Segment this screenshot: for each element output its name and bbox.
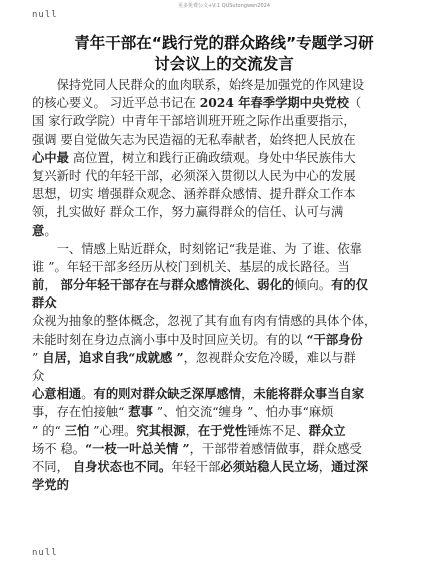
body-line	[32, 312, 416, 330]
body-text: 。	[81, 387, 94, 402]
bold-text: 三怕	[64, 422, 90, 438]
body-text: 场不 稳。	[32, 441, 86, 456]
body-line	[32, 240, 416, 258]
body-text: 谁 ”。年轻干部多经历从校门到机关、基层的成长路径。当	[32, 259, 350, 274]
bold-text: 必须站稳人民立场	[220, 458, 319, 474]
bold-text: 学党的	[32, 477, 69, 493]
body-text: 强调 要自觉做矢志为民造福的无私奉献者，始终把人民放在	[32, 132, 356, 147]
body-text: 复兴新时 代的年轻干部，必须深入贯彻以人民为中心的发展	[32, 168, 356, 183]
body-line	[32, 203, 416, 221]
body-text: ，	[241, 387, 254, 402]
bold-text: 在于党性	[197, 422, 248, 438]
bold-text: 自居，追求自我“成就感 ”	[42, 349, 184, 365]
body-line	[32, 476, 416, 494]
bold-text: 未能将群众事当自家	[253, 386, 365, 402]
bold-text: 自身状态也不同。	[72, 458, 172, 474]
bold-text: 有的则对群众缺乏深厚感情	[93, 386, 242, 402]
body-text: ，	[185, 423, 198, 438]
page-header-text: null	[32, 10, 58, 20]
body-line	[32, 367, 416, 385]
body-line	[32, 422, 416, 440]
body-line	[32, 440, 416, 458]
body-text: 未能时刻在身边点滴小事中及时回应关切。有的以	[32, 332, 307, 347]
body-text: ”	[32, 350, 43, 365]
body-line	[32, 112, 416, 130]
document-title	[36, 33, 412, 75]
body-line	[32, 458, 416, 476]
title-line: 讨会议上的交流发言	[154, 55, 294, 73]
body-text: 高位置，树立和践行正确政绩观。身处中华民族伟大	[68, 150, 356, 165]
body-line	[32, 385, 416, 403]
body-text: 领，扎实做好 群众工作，努力赢得群众的信任、认可与满	[32, 205, 344, 220]
body-line	[32, 258, 416, 276]
watermark-text: 更多免费公文+V:1 QUSutongwen2024	[177, 3, 271, 9]
body-line	[32, 222, 416, 240]
body-line	[32, 294, 416, 312]
body-line	[32, 403, 416, 421]
body-line	[32, 76, 416, 94]
body-text: ，忽视群众安危冷暖，难以与群	[183, 350, 356, 365]
bold-text: 群众	[32, 295, 57, 311]
body-line	[32, 185, 416, 203]
body-line	[32, 149, 416, 167]
body-line	[32, 276, 416, 294]
bold-text: 心中最	[32, 149, 69, 165]
document-body	[32, 76, 416, 494]
body-line	[32, 94, 416, 112]
bold-text: 意	[32, 222, 45, 238]
body-text: ，干部带着感情做事，群众感受	[189, 441, 362, 456]
body-text: （	[348, 96, 362, 111]
body-text: ”、怕交流“缠身 ”、怕办事“麻烦	[152, 405, 334, 420]
body-line	[32, 331, 416, 349]
bold-text: 2024 年春季学期中央党校	[199, 95, 349, 111]
body-text: 众视为抽象的整体概念，忽视了其有血有肉有情感的具体个体，	[32, 314, 377, 329]
body-text: ”心理。	[89, 423, 137, 438]
bold-text: 有的仅	[331, 277, 368, 293]
bold-text: 群众立	[308, 422, 346, 438]
body-text: 保持党同人民群众的血肉联系，始终是加强党的作风建设	[32, 78, 365, 92]
body-text: 的核心要义。 习近平总书记在	[32, 96, 200, 111]
body-text: 年轻干部	[171, 459, 221, 474]
body-text: 一、情感上贴近群众，时刻铭记“我是谁、为 了谁、依靠	[32, 241, 362, 256]
bold-text: 心意相通	[32, 386, 82, 402]
body-text: 不同，	[32, 459, 73, 474]
body-text: ，	[318, 459, 332, 474]
body-line	[32, 349, 416, 367]
body-text: 国 家行政学院）中青年干部培训班开班之际作出重要指示，	[32, 114, 356, 129]
body-text: 事，存在怕接触“	[32, 405, 129, 420]
bold-text: “一枝一叶总关情 ”	[85, 440, 190, 456]
body-line	[32, 131, 416, 149]
body-text: 。	[44, 223, 57, 238]
body-text: 锤炼不足、	[247, 423, 309, 438]
bold-text: 通过深	[331, 458, 369, 474]
body-text: 思想，切实 增强群众观念、涵养群众感情、提升群众工作本	[32, 187, 356, 202]
body-text: ，	[44, 278, 61, 293]
title-line: 青年干部在“践行党的群众路线”专题学习研	[74, 34, 374, 52]
body-text: ” 的“	[32, 423, 65, 438]
bold-text: 前	[32, 277, 45, 293]
body-text: 倾向。	[294, 278, 332, 293]
body-text: 众	[32, 369, 45, 383]
bold-text: 究其根源	[136, 422, 186, 438]
page-footer-text: null	[32, 548, 58, 558]
bold-text: 部分年轻干部存在与群众感情淡化、弱化的	[60, 277, 295, 293]
bold-text: 惹事	[128, 404, 153, 420]
body-line	[32, 167, 416, 185]
bold-text: “干部身份	[306, 331, 363, 347]
